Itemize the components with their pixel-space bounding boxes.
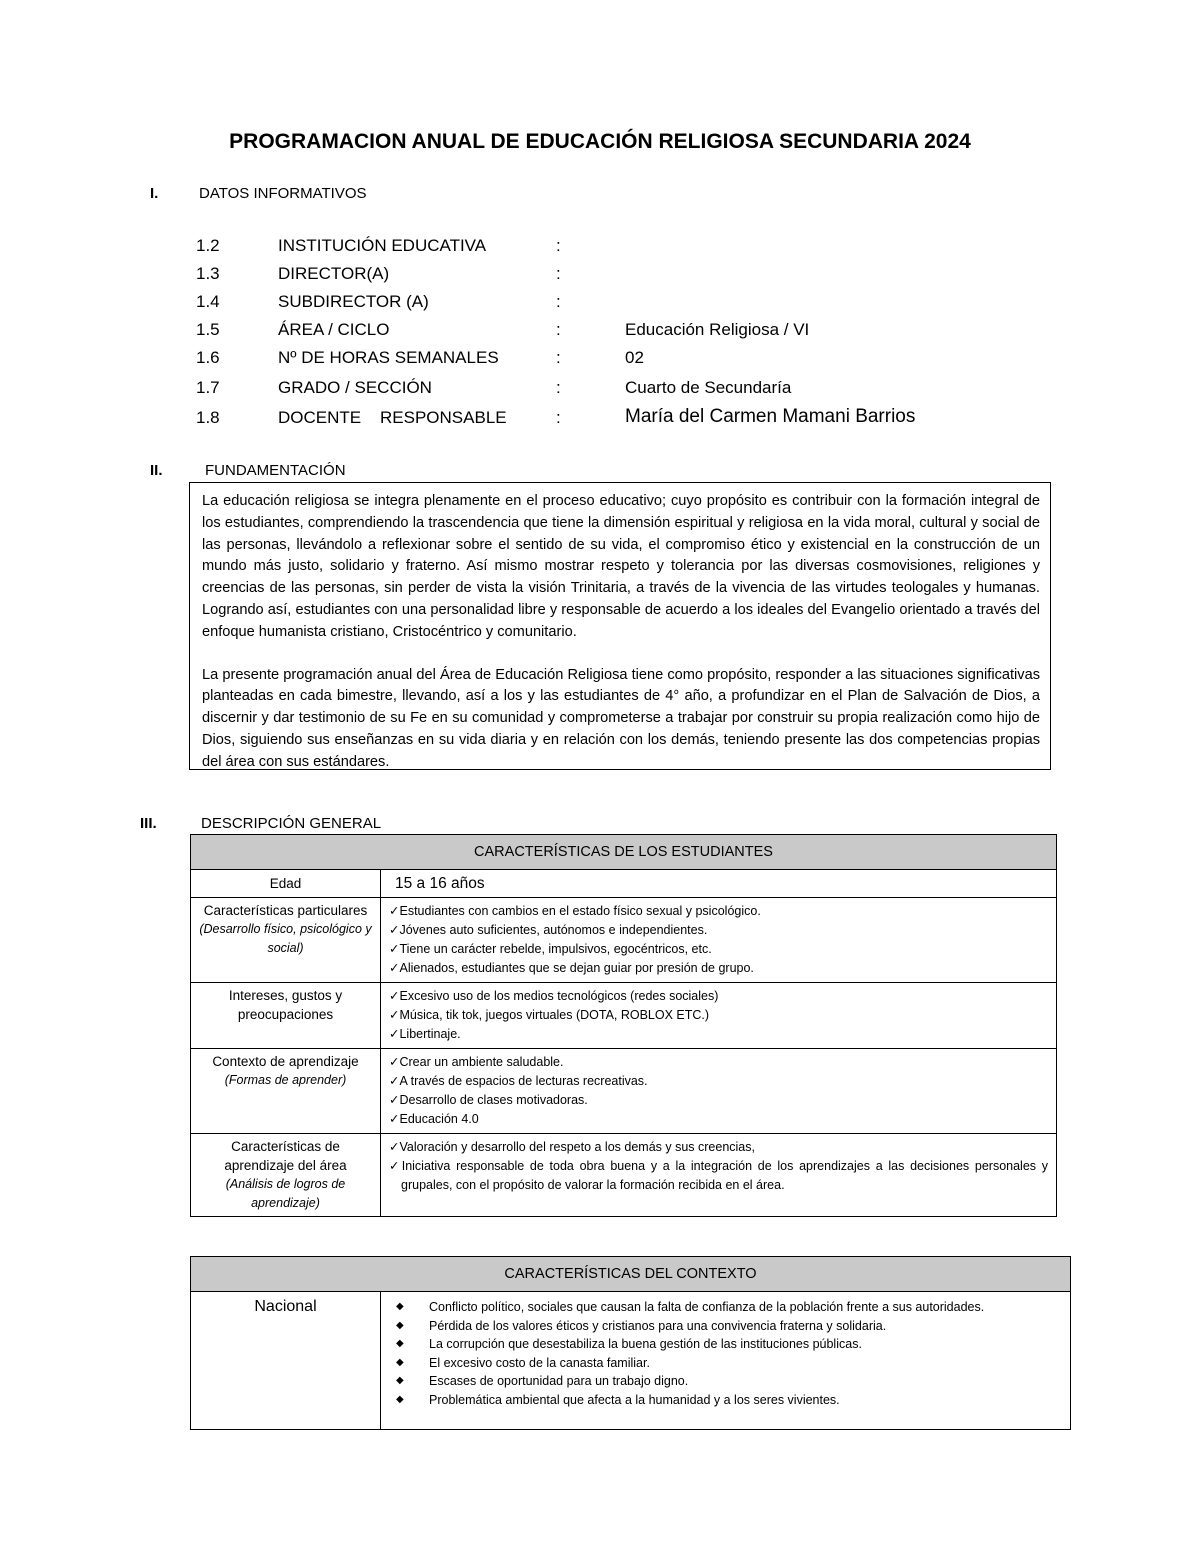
row-content-cell: [381, 1134, 1057, 1217]
row-label-cell: [191, 898, 381, 983]
row-sublabel: (Análisis de logros de aprendizaje): [225, 1177, 346, 1210]
info-colon: :: [556, 320, 561, 339]
contexto-label: Nacional: [191, 1292, 381, 1430]
row-content-cell: [381, 983, 1057, 1049]
row-label-cell: [191, 1134, 381, 1217]
row-label-cell: [191, 983, 381, 1049]
row-content-cell: [381, 1292, 1071, 1430]
list-item: ✓A través de espacios de lecturas recreativas.: [389, 1074, 648, 1088]
info-number: 1.8: [196, 408, 220, 427]
info-label: GRADO / SECCIÓN: [278, 378, 432, 397]
info-value: 02: [625, 348, 644, 367]
section-label: DESCRIPCIÓN GENERAL: [201, 815, 382, 832]
list-item: ✓Jóvenes auto suficientes, autónomos e independientes.: [389, 923, 708, 937]
list-item: ◆ Escases de oportunidad para un trabajo digno.: [389, 1372, 1062, 1391]
fundamentacion-paragraph: La presente programación anual del Área de Educación Religiosa tiene como propósito, responder a las situaciones significativas planteadas en cada bimestre, llevando, así a los y las estudiantes de 4° año, a profundizar en el Plan de Salvación de Dios, a discernir y dar testimonio de su Fe en su comunidad y comprometerse a trabajar por construir su propia realización como hijo de Dios, siguiendo sus enseñanzas en su vida diaria y en relación con los demás, teniendo presente las dos competencias propias del área con sus estándares.: [202, 666, 1040, 770]
list-item: ✓Iniciativa responsable de toda obra buena y a la integración de los aprendizajes a las decisiones personales y grupales, con el propósito de valorar la formación recibida en el área.: [389, 1159, 1048, 1192]
list-item: ✓Alienados, estudiantes que se dejan guiar por presión de grupo.: [389, 961, 754, 975]
bullet-icon: ◆: [396, 1356, 404, 1368]
bullet-icon: ◆: [396, 1393, 404, 1405]
estudiantes-table: [190, 834, 1057, 1217]
list-item: ✓Libertinaje.: [389, 1027, 461, 1041]
section-descripcion-general: [140, 815, 540, 835]
edad-label: Edad: [191, 870, 381, 898]
list-item: ✓Tiene un carácter rebelde, impulsivos, egocéntricos, etc.: [389, 942, 712, 956]
info-number: 1.5: [196, 320, 220, 339]
info-label: SUBDIRECTOR (A): [278, 292, 429, 311]
bullet-icon: ◆: [396, 1338, 404, 1349]
row-sublabel: (Formas de aprender): [224, 1073, 347, 1087]
info-colon: :: [556, 292, 561, 311]
list-item: ◆ La corrupción que desestabiliza la buena gestión de las instituciones públicas.: [389, 1335, 1062, 1354]
bullet-icon: ◆: [396, 1301, 404, 1312]
list-item: ✓Música, tik tok, juegos virtuales (DOTA, ROBLOX ETC.): [389, 1008, 710, 1022]
row-label-cell: [191, 1049, 381, 1134]
info-label: INSTITUCIÓN EDUCATIVA: [278, 236, 487, 255]
row-content-cell: [381, 898, 1057, 983]
info-row: [196, 378, 996, 404]
info-value: Educación Religiosa / VI: [625, 320, 810, 339]
info-colon: :: [556, 378, 561, 397]
fundamentacion-paragraph: La educación religiosa se integra plenamente en el proceso educativo; cuyo propósito es contribuir con la formación integral de los estudiantes, comprendiendo la trascendencia que tiene la dimensión espiritual y religiosa en la vida moral, cultural y social de las personas, llevándolo a reflexionar sobre el sentido de su vida, el compromiso ético y existencial en la construcción de un mundo más justo, solidario y fraterno. Así mismo mostrar respeto y tolerancia por las diversas cosmovisiones, religiones y creencias de las personas, sin perder de vista la visión Trinitaria, a través de la vivencia de las virtudes teologales y humanas. Logrando así, estudiantes con una personalidad libre y responsable de acuerdo a los ideales del Evangelio orientado a través del enfoque humanista cristiano, Cristocéntrico y comunitario.: [202, 493, 1040, 640]
table-header: CARACTERÍSTICAS DE LOS ESTUDIANTES: [191, 835, 1057, 870]
info-number: 1.2: [196, 236, 220, 255]
section-number: II.: [150, 462, 163, 479]
info-label: DOCENTE RESPONSABLE: [278, 408, 507, 427]
info-row: [196, 236, 996, 262]
info-row: [196, 348, 996, 374]
list-item: ◆ Pérdida de los valores éticos y cristianos para una convivencia fraterna y solidaria.: [389, 1317, 1062, 1336]
list-item: ✓Desarrollo de clases motivadoras.: [389, 1093, 588, 1107]
info-colon: :: [556, 348, 561, 367]
section-label: DATOS INFORMATIVOS: [199, 185, 367, 202]
info-number: 1.7: [196, 378, 220, 397]
row-content-cell: [381, 1049, 1057, 1134]
info-label: DIRECTOR(A): [278, 264, 390, 283]
contexto-table: [190, 1256, 1071, 1430]
info-label: ÁREA / CICLO: [278, 320, 390, 339]
info-row: [196, 320, 996, 346]
fundamentacion-box: [189, 482, 1051, 770]
info-number: 1.6: [196, 348, 220, 367]
info-number: 1.4: [196, 292, 220, 311]
section-number: III.: [140, 815, 157, 832]
info-value: Cuarto de Secundaría: [625, 378, 792, 397]
section-number: I.: [150, 185, 159, 202]
list-item: ◆ Conflicto político, sociales que causan la falta de confianza de la población frente a sus autoridades.: [389, 1298, 1062, 1317]
section-fundamentacion: [150, 462, 550, 482]
info-label: Nº DE HORAS SEMANALES: [278, 348, 499, 367]
list-item: ✓Estudiantes con cambios en el estado físico sexual y psicológico.: [389, 904, 761, 918]
bullet-icon: ◆: [396, 1375, 404, 1386]
info-colon: :: [556, 264, 561, 283]
row-label: Características de aprendizaje del área: [224, 1139, 347, 1173]
list-item: ✓Educación 4.0: [389, 1112, 479, 1126]
info-value-docente: María del Carmen Mamani Barrios: [625, 406, 916, 427]
row-label: Contexto de aprendizaje: [212, 1054, 359, 1069]
list-item: ◆ El excesivo costo de la canasta familiar.: [389, 1354, 1062, 1373]
bullet-icon: ◆: [396, 1319, 404, 1331]
info-row: [196, 408, 996, 434]
row-sublabel: (Desarrollo físico, psicológico y social): [199, 922, 372, 955]
info-colon: :: [556, 408, 561, 427]
info-number: 1.3: [196, 264, 220, 283]
info-colon: :: [556, 236, 561, 255]
table-header: CARACTERÍSTICAS DEL CONTEXTO: [191, 1257, 1071, 1292]
edad-value: 15 a 16 años: [381, 870, 1057, 898]
section-label: FUNDAMENTACIÓN: [205, 462, 346, 479]
info-row: [196, 292, 996, 318]
section-datos-informativos: [150, 185, 550, 205]
list-item: ◆ Problemática ambiental que afecta a la humanidad y a los seres vivientes.: [389, 1391, 1062, 1410]
row-label: Características particulares: [203, 903, 368, 918]
list-item: ✓Valoración y desarrollo del respeto a los demás y sus creencias,: [389, 1140, 755, 1154]
document-title: PROGRAMACION ANUAL DE EDUCACIÓN RELIGIOSA SECUNDARIA 2024: [229, 130, 971, 153]
list-item: ✓Crear un ambiente saludable.: [389, 1055, 564, 1069]
info-row: [196, 264, 996, 290]
list-item: ✓Excesivo uso de los medios tecnológicos (redes sociales): [389, 989, 719, 1003]
row-label: Intereses, gustos y preocupaciones: [228, 988, 343, 1022]
